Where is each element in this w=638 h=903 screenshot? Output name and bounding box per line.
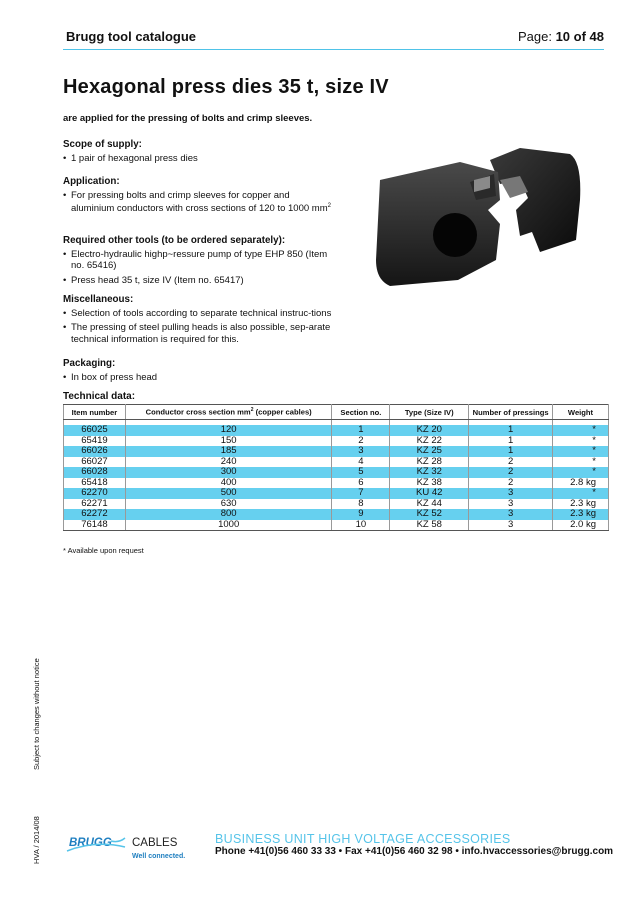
logo-tagline: Well connected. bbox=[132, 853, 186, 860]
section-packaging bbox=[63, 358, 333, 386]
table-cell: 6 bbox=[332, 478, 390, 489]
table-cell: 66026 bbox=[64, 446, 126, 457]
table-row bbox=[64, 467, 609, 478]
table-cell: 8 bbox=[332, 499, 390, 510]
table-cell: 66025 bbox=[64, 425, 126, 436]
table-cell: KZ 25 bbox=[390, 446, 469, 457]
column-header: Weight bbox=[553, 405, 609, 420]
column-header: Conductor cross section $mm^2$ (copper cables) bbox=[125, 405, 332, 420]
logo-product: CABLES bbox=[132, 837, 178, 849]
section-application bbox=[63, 176, 333, 218]
table-cell: 2 bbox=[469, 478, 553, 489]
table-cell: 1000 bbox=[125, 520, 332, 531]
table-cell: 66028 bbox=[64, 467, 126, 478]
table-cell: 800 bbox=[125, 509, 332, 520]
table-cell: 2.8 kg bbox=[553, 478, 609, 489]
table-cell: 3 bbox=[469, 499, 553, 510]
table-cell: 62272 bbox=[64, 509, 126, 520]
table-row bbox=[64, 478, 609, 489]
table-cell: KZ 20 bbox=[390, 425, 469, 436]
page-title: Hexagonal press dies 35 t, size IV bbox=[63, 76, 389, 98]
section-scope bbox=[63, 139, 333, 167]
table-cell: 2 bbox=[469, 457, 553, 468]
list-item: • Electro-hydraulic highp~ressure pump of type EHP 850 (Item no. 65416) bbox=[63, 249, 333, 272]
intro-text: are applied for the pressing of bolts and crimp sleeves. bbox=[63, 113, 313, 124]
table-cell: 65418 bbox=[64, 478, 126, 489]
section-heading: Miscellaneous: bbox=[63, 294, 134, 305]
technical-data-title: Technical data: bbox=[63, 391, 136, 402]
table-row bbox=[64, 520, 609, 531]
table-cell: 630 bbox=[125, 499, 332, 510]
table-cell: 76148 bbox=[64, 520, 126, 531]
table-cell: * bbox=[553, 446, 609, 457]
section-heading: Required other tools (to be ordered separately): bbox=[63, 235, 286, 246]
table-cell: KZ 44 bbox=[390, 499, 469, 510]
table-row bbox=[64, 425, 609, 436]
page-header bbox=[63, 29, 604, 49]
column-header: Section no. bbox=[332, 405, 390, 420]
table-cell: 2.3 kg bbox=[553, 509, 609, 520]
brugg-cables-logo bbox=[65, 834, 200, 864]
table-cell: 240 bbox=[125, 457, 332, 468]
table-cell: 1 bbox=[332, 425, 390, 436]
column-header: Number of pressings bbox=[469, 405, 553, 420]
table-cell: 7 bbox=[332, 488, 390, 499]
list-item: • In box of press head bbox=[63, 372, 333, 384]
technical-data-table bbox=[63, 404, 609, 531]
table-cell: 3 bbox=[469, 520, 553, 531]
table-cell: 9 bbox=[332, 509, 390, 520]
table-cell: * bbox=[553, 436, 609, 447]
side-note-changes: Subject to changes without notice bbox=[32, 658, 41, 770]
footnote: * Available upon request bbox=[63, 546, 144, 555]
page-label: Page: bbox=[517, 29, 552, 44]
table-cell: 62271 bbox=[64, 499, 126, 510]
table-cell: * bbox=[553, 425, 609, 436]
page-number: 10 of 48 bbox=[555, 29, 604, 44]
table-cell: 62270 bbox=[64, 488, 126, 499]
table-cell: * bbox=[553, 467, 609, 478]
table-cell: 3 bbox=[469, 488, 553, 499]
table-row bbox=[64, 446, 609, 457]
table-header-row bbox=[64, 405, 609, 420]
table-cell: 5 bbox=[332, 467, 390, 478]
table-cell: 3 bbox=[469, 509, 553, 520]
table-cell: 65419 bbox=[64, 436, 126, 447]
table-cell: 4 bbox=[332, 457, 390, 468]
table-cell: KZ 32 bbox=[390, 467, 469, 478]
side-note-version: HVA / 2014/08 bbox=[32, 816, 41, 864]
business-unit: BUSINESS UNIT HIGH VOLTAGE ACCESSORIES bbox=[215, 832, 511, 846]
table-cell: KZ 22 bbox=[390, 436, 469, 447]
page-indicator bbox=[518, 29, 604, 44]
section-heading: Scope of supply: bbox=[63, 139, 142, 150]
table-cell: 3 bbox=[332, 446, 390, 457]
table-row bbox=[64, 499, 609, 510]
section-required-tools bbox=[63, 235, 333, 289]
table-row bbox=[64, 509, 609, 520]
table-cell: 66027 bbox=[64, 457, 126, 468]
table-row bbox=[64, 436, 609, 447]
table-row bbox=[64, 457, 609, 468]
list-item: • 1 pair of hexagonal press dies bbox=[63, 153, 333, 165]
table-row bbox=[64, 488, 609, 499]
table-cell: * bbox=[553, 457, 609, 468]
table-cell: KZ 58 bbox=[390, 520, 469, 531]
table-cell: KZ 38 bbox=[390, 478, 469, 489]
table-cell: 2.0 kg bbox=[553, 520, 609, 531]
column-header: Item number bbox=[64, 405, 126, 420]
column-header: Type (Size IV) bbox=[390, 405, 469, 420]
contact-line: Phone +41(0)56 460 33 33 • Fax +41(0)56 460 32 98 • info.hvaccessories@brugg.com bbox=[215, 846, 614, 857]
list-item: • The pressing of steel pulling heads is also possible, sep-arate technical information is required for this. bbox=[63, 322, 333, 345]
table-cell: KU 42 bbox=[390, 488, 469, 499]
header-divider bbox=[63, 49, 604, 50]
table-cell: 10 bbox=[332, 520, 390, 531]
list-item: • For pressing bolts and crimp sleeves for copper and aluminium conductors with cross sections of 120 to 1000 $mm^2$ bbox=[63, 190, 333, 215]
table-cell: 2 bbox=[332, 436, 390, 447]
table-cell: 150 bbox=[125, 436, 332, 447]
table-cell: KZ 52 bbox=[390, 509, 469, 520]
table-cell: 1 bbox=[469, 425, 553, 436]
table-cell: 400 bbox=[125, 478, 332, 489]
table-cell: 300 bbox=[125, 467, 332, 478]
section-heading: Packaging: bbox=[63, 358, 116, 369]
table-cell: 1 bbox=[469, 436, 553, 447]
section-miscellaneous bbox=[63, 294, 333, 348]
table-cell: 1 bbox=[469, 446, 553, 457]
press-dies-photo bbox=[370, 140, 590, 290]
table-cell: 185 bbox=[125, 446, 332, 457]
table-cell: 2.3 kg bbox=[553, 499, 609, 510]
table-cell: * bbox=[553, 488, 609, 499]
logo-brand: BRUGG bbox=[69, 837, 112, 849]
list-item: • Selection of tools according to separate technical instruc-tions bbox=[63, 308, 333, 320]
table-cell: 120 bbox=[125, 425, 332, 436]
table-cell: 500 bbox=[125, 488, 332, 499]
section-heading: Application: bbox=[63, 176, 120, 187]
table-cell: 2 bbox=[469, 467, 553, 478]
list-item: • Press head 35 t, size IV (Item no. 65417) bbox=[63, 275, 333, 287]
catalogue-title: Brugg tool catalogue bbox=[66, 29, 196, 44]
table-cell: KZ 28 bbox=[390, 457, 469, 468]
